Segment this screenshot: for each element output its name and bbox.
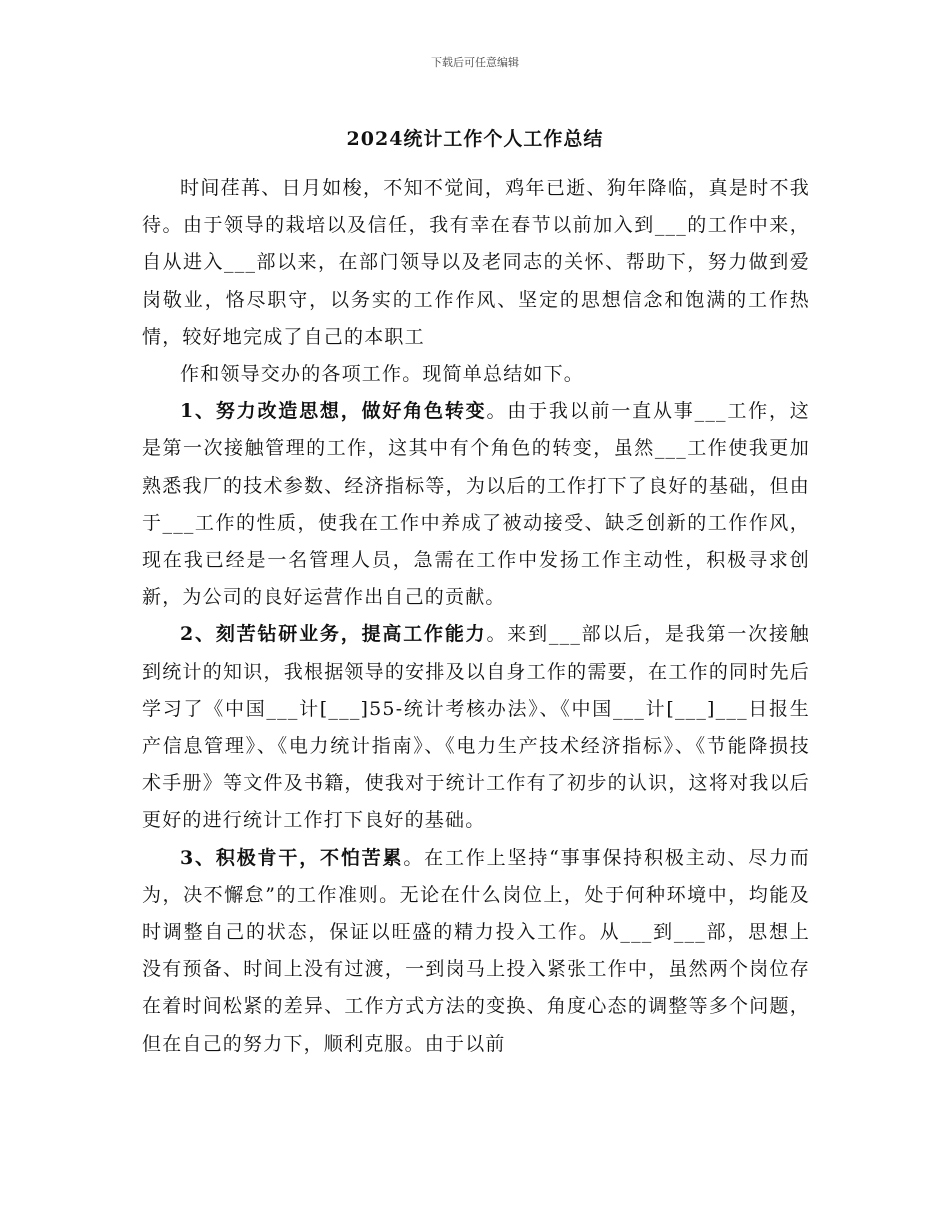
- document-body: [142, 170, 810, 1063]
- header-note: 下载后可任意编辑: [431, 56, 519, 69]
- intro-paragraph-continued: 作和领导交办的各项工作。现简单总结如下。: [180, 363, 585, 386]
- section-text: 。来到___部以后，是我第一次接触到统计的知识，我根据领导的安排及以自身工作的需要，在工作的同时先后学习了《中国___计[___]55-统计考核办法》、《中国___计[___]___日报生产信息管理》、《电力统计指南》、《电力生产技术经济指标》、《节能降损技术手册》等文件及书籍，使我对于统计工作有了初步的认识，这将对我以后更好的进行统计工作打下良好的基础。: [142, 623, 810, 832]
- section-paragraph: [142, 616, 810, 839]
- section-paragraph: [142, 840, 810, 1063]
- section-heading: 1、努力改造思想，做好角色转变: [180, 400, 487, 423]
- section-text: 。在工作上坚持“事事保持积极主动、尽力而为，决不懈怠”的工作准则。无论在什么岗位上，处于何种环境中，均能及时调整自己的状态，保证以旺盛的精力投入工作。从___到___部，思想上没有预备、时间上没有过渡，一到岗马上投入紧张工作中，虽然两个岗位存在着时间松紧的差异、工作方式方法的变换、角度心态的调整等多个问题，但在自己的努力下，顺利克服。由于以前: [142, 846, 811, 1055]
- section-heading: 3、积极肯干，不怕苦累: [180, 846, 404, 869]
- section-heading: 2、刻苦钻研业务，提高工作能力: [180, 623, 487, 646]
- section-paragraph: [142, 393, 810, 616]
- section-text: 。由于我以前一直从事___工作，这是第一次接触管理的工作，这其中有个角色的转变，虽然___工作使我更加熟悉我厂的技术参数、经济指标等，为以后的工作打下了良好的基础，但由于___工作的性质，使我在工作中养成了被动接受、缺乏创新的工作作风，现在我已经是一名管理人员，急需在工作中发扬工作主动性，积极寻求创新，为公司的良好运营作出自己的贡献。: [142, 400, 810, 609]
- document-title: 2024统计工作个人工作总结: [346, 128, 604, 150]
- intro-paragraph: 时间荏苒、日月如梭，不知不觉间，鸡年已逝、狗年降临，真是时不我待。由于领导的栽培以及信任，我有幸在春节以前加入到___的工作中来，自从进入___部以来，在部门领导以及老同志的关怀、帮助下，努力做到爱岗敬业，恪尽职守，以务实的工作作风、坚定的思想信念和饱满的工作热情，较好地完成了自己的本职工: [142, 177, 810, 348]
